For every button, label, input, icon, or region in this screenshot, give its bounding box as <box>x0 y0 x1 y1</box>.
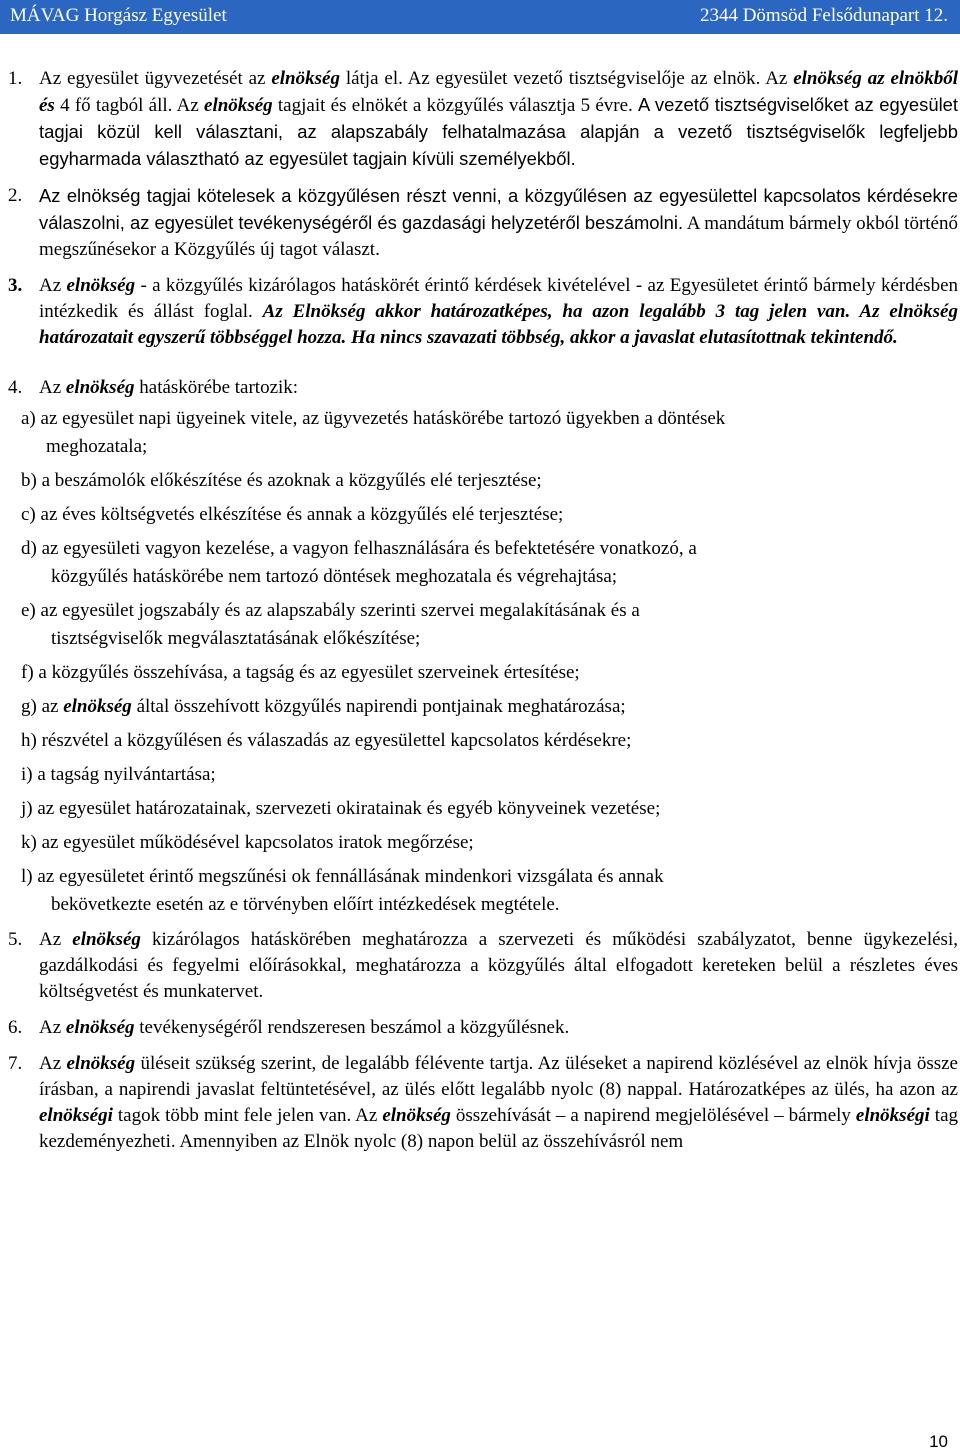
paragraph-number: 1. <box>8 68 23 89</box>
text: kizárólagos hatáskörében meghatározza a szervezeti és működési szabályzatot, benne ügykezelési, gazdálkodási és fegyelmi előírásokkal, meghatározza a közgyűlés által elfogadott kereteken belül a részletes éves költségvetést és munkatervet. <box>39 929 958 1002</box>
text: hatáskörébe tartozik: <box>134 377 299 398</box>
paragraph-1 <box>8 66 958 173</box>
list-item: i) a tagság nyilvántartása; <box>21 764 216 785</box>
paragraph-4 <box>8 375 958 401</box>
paragraph-6 <box>8 1015 958 1041</box>
text: Az elnökség tagjai kötelesek a közgyűlésen részt venni, a közgyűlésen az egyesülettel kapcsolatos kérdésekre válaszolni, az egyesület tevékenységéről és gazdasági helyzetéről beszámolni. <box>39 185 958 233</box>
paragraph-5 <box>8 927 958 1005</box>
emphasis: elnökség az elnökből és <box>39 68 959 116</box>
emphasis: elnökség <box>66 275 136 296</box>
list-item: b) a beszámolók előkészítése és azoknak a közgyűlés elé terjesztése; <box>21 470 542 491</box>
page-header <box>0 0 960 34</box>
list-item: h) részvétel a közgyűlésen és válaszadás az egyesülettel kapcsolatos kérdésekre; <box>21 730 632 751</box>
text: Az <box>39 1053 67 1074</box>
paragraph-7 <box>8 1051 958 1155</box>
paragraph-number: 7. <box>8 1053 23 1074</box>
emphasis: elnökségi <box>855 1105 930 1126</box>
text: tagjait és elnökét a közgyűlés választja 5 évre. <box>272 95 639 116</box>
paragraph-2 <box>8 183 958 263</box>
list-item: d) az egyesületi vagyon kezelése, a vagyon felhasználására és befektetésére vonatkozó, a közgyűlés hatáskörébe nem tartozó döntések meghozatala és végrehajtása; <box>21 538 697 587</box>
list-item: k) az egyesület működésével kapcsolatos iratok megőrzése; <box>21 832 474 853</box>
text: Az <box>39 929 73 950</box>
text: Az egyesület ügyvezetését az <box>39 68 272 89</box>
emphasis: elnökség <box>65 1017 135 1038</box>
text: tag kezdeményezheti. Amennyiben az Elnök nyolc (8) napon belül az összehívásról nem <box>39 1105 958 1152</box>
list-item: f) a közgyűlés összehívása, a tagság és az egyesület szerveinek értesítése; <box>21 662 580 683</box>
competence-list <box>8 405 958 919</box>
emphasis: elnökség <box>204 95 273 116</box>
emphasis: elnökség <box>65 377 135 398</box>
text: Az <box>39 1017 66 1038</box>
emphasis: elnökség <box>271 68 340 89</box>
emphasis: elnökség <box>72 929 141 950</box>
text: - a közgyűlés kizárólagos hatáskörét érintő kérdések kivételével - az Egyesületet érintő bármely kérdésben intézkedik és állást foglal. <box>39 275 958 322</box>
list-item: l) az egyesületet érintő megszűnési ok fennállásának mindenkori vizsgálata és annak bekövetkezte esetén az e törvényben előírt intézkedések megtétele. <box>21 866 664 915</box>
paragraph-number: 6. <box>8 1017 23 1038</box>
text: tevékenységéről rendszeresen beszámol a közgyűlésnek. <box>134 1017 570 1038</box>
text: Az <box>39 377 66 398</box>
text: látja el. Az egyesület vezető tisztségviselője az elnök. Az <box>339 68 794 89</box>
list-item: c) az éves költségvetés elkészítése és annak a közgyűlés elé terjesztése; <box>21 504 564 525</box>
paragraph-number: 3. <box>8 275 23 296</box>
paragraph-3 <box>8 273 958 351</box>
list-item: j) az egyesület határozatainak, szervezeti okiratainak és egyéb könyveinek vezetése; <box>21 798 661 819</box>
text: tagok több mint fele jelen van. Az <box>112 1105 383 1126</box>
header-organization: MÁVAG Horgász Egyesület <box>10 5 227 26</box>
emphasis: elnökség <box>382 1105 451 1126</box>
text: Az <box>39 275 67 296</box>
text: összehívását – a napirend megjelölésével – bármely <box>450 1105 856 1126</box>
text: 4 fő tagból áll. Az <box>54 95 205 116</box>
emphasis: elnökség <box>66 1053 136 1074</box>
paragraph-number: 4. <box>8 377 23 398</box>
paragraph-number: 5. <box>8 929 23 950</box>
page-number: 10 <box>929 1432 948 1451</box>
header-address: 2344 Dömsöd Felsődunapart 12. <box>699 5 948 26</box>
list-item: e) az egyesület jogszabály és az alapszabály szerinti szervei megalakításának és a tisztségviselők megválasztatásának előkészítése; <box>21 600 640 649</box>
text: A vezető tisztségviselőket az egyesület tagjai közül kell választani, az alapszabály felhatalmazása alapján a vezető tisztségviselők legfeljebb egyharmada választható az egyesület tagjain kívüli személyekből. <box>39 94 958 169</box>
emphasis: elnökségi <box>39 1105 113 1126</box>
emphasis: Az Elnökség akkor határozatképes, ha azon legalább 3 tag jelen van. Az elnökség határozatait egyszerű többséggel hozza. Ha nincs szavazati többség, akkor a javaslat elutasítottnak tekintendő. <box>39 301 958 348</box>
text: A mandátum bármely okból történő megszűnésekor a Közgyűlés új tagot választ. <box>39 213 958 260</box>
paragraph-number: 2. <box>8 185 23 206</box>
text: üléseit szükség szerint, de legalább félévente tartja. Az üléseket a napirend közlésével az elnök hívja össze írásban, a napirendi javaslat feltüntetésével, az ülés előtt legalább nyolc (8) nappal. Határozatképes az ülés, ha azon az <box>39 1053 958 1100</box>
document-body <box>8 66 958 1165</box>
list-item: g) az elnökség által összehívott közgyűlés napirendi pontjainak meghatározása; <box>21 696 626 717</box>
list-item: a) az egyesület napi ügyeinek vitele, az ügyvezetés hatáskörébe tartozó ügyekben a döntések meghozatala; <box>21 408 726 457</box>
emphasis: elnökség <box>63 696 132 717</box>
